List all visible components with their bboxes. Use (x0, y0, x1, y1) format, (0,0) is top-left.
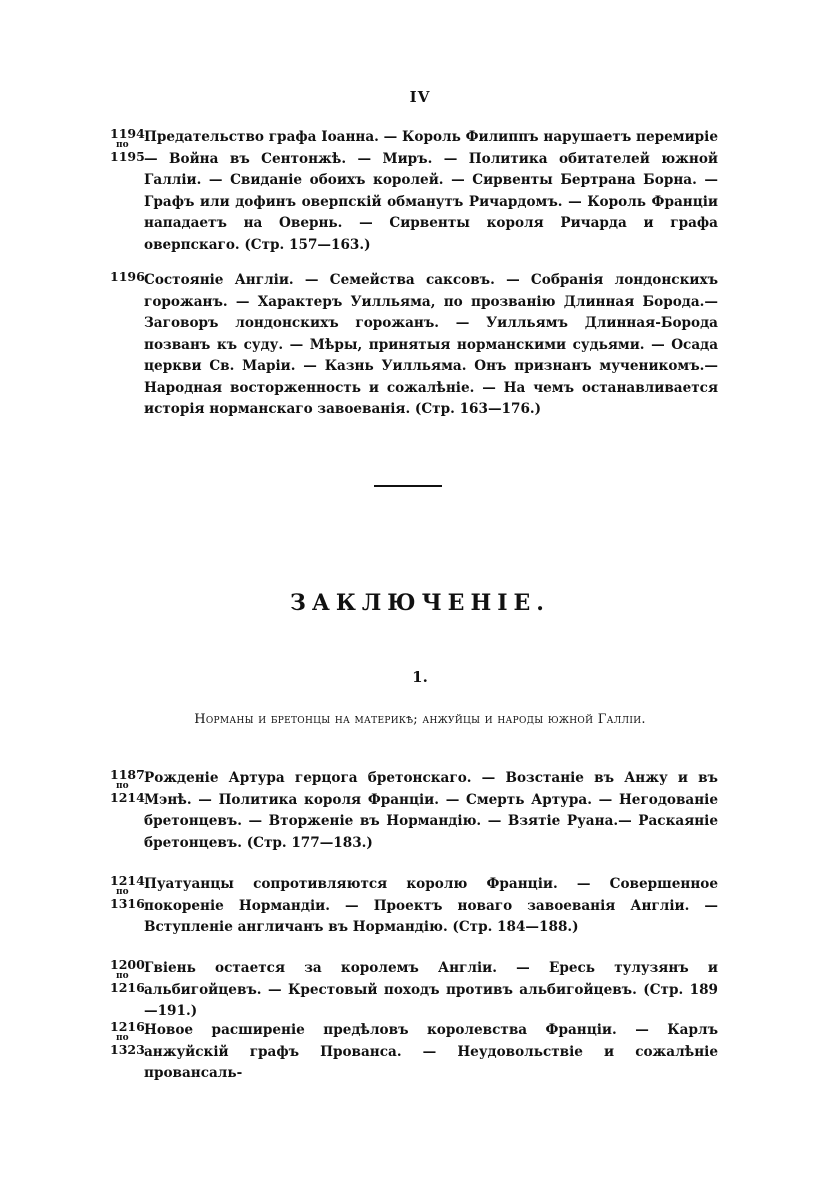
year-range (110, 958, 144, 995)
year-start: 1194 (110, 126, 145, 141)
toc-entry (110, 1020, 718, 1085)
year-start: 1200 (110, 957, 145, 972)
year-start: 1216 (110, 1019, 145, 1034)
year-range (110, 270, 144, 284)
conclusion-title: ЗАКЛЮЧЕНІЕ. (290, 590, 550, 616)
entry-text: Пуатуанцы сопротивляются королю Франціи. — Совершенное покореніе Нормандіи. — Проектъ новаго завоеванія Англіи. — Вступленіе англичанъ въ Нормандію. (Стр. 184—188.) (144, 876, 718, 935)
year-end: 1323 (110, 1042, 145, 1057)
toc-entry (110, 270, 718, 421)
year-range (110, 874, 144, 911)
entry-text: Гвіень остается за королемъ Англіи. — Ересь тулузянъ и альбигойцевъ. — Крестовый походъ противъ альбигойцевъ. (Стр. 189—191.) (144, 960, 718, 1019)
year-range (110, 127, 144, 164)
toc-entry (110, 958, 718, 1023)
entry-text: Предательство графа Іоанна. — Король Филиппъ нарушаетъ перемиріе — Война въ Сентонжѣ. — Миръ. — Политика обитателей южной Галліи. — Свиданіе обоихъ королей. — Сирвенты Бертрана Борна. — Графъ или дофинъ оверпскій обманутъ Ричардомъ. — Король Франціи нападаетъ на Овернь. — Сирвенты короля Ричарда и графа оверпскаго. (Стр. 157—163.) (144, 129, 718, 253)
section-subtitle: Норманы и бретонцы на материкѣ; анжуйцы и народы южной Галліи. (194, 712, 646, 727)
entry-text: Новое расширеніе предѣловъ королевства Франціи. — Карлъ анжуйскій графъ Прованса. — Неудовольствіе и сожалѣніе провансаль- (144, 1022, 718, 1081)
year-separator: по (116, 781, 129, 791)
section-number: 1. (412, 668, 428, 686)
year-start: 1196 (110, 269, 145, 284)
year-separator: по (116, 140, 129, 150)
entry-text: Состояніе Англіи. — Семейства саксовъ. — Собранія лондонскихъ горожанъ. — Характеръ Уилльяма, по прозванію Длинная Борода.— Заговоръ лондонскихъ горожанъ. — Уилльямъ Длинная-Борода позванъ къ суду. — Мѣры, принятыя норманскими судьями. — Осада церкви Св. Маріи. — Казнь Уилльяма. Онъ признанъ мученикомъ.— Народная восторженность и сожалѣніе. — На чемъ останавливается исторія норманскаго завоеванія. (Стр. 163—176.) (144, 272, 718, 417)
toc-entry (110, 874, 718, 939)
year-end: 1316 (110, 896, 145, 911)
page-number: IV (409, 88, 431, 106)
year-range (110, 768, 144, 805)
year-separator: по (116, 971, 129, 981)
year-end: 1214 (110, 790, 145, 805)
year-start: 1214 (110, 873, 145, 888)
year-end: 1216 (110, 980, 145, 995)
toc-entry (110, 127, 718, 256)
section-divider (374, 485, 442, 487)
year-end: 1195 (110, 149, 145, 164)
toc-entry (110, 768, 718, 854)
entry-text: Рожденіе Артура герцога бретонскаго. — Возстаніе въ Анжу и въ Мэнѣ. — Политика короля Франціи. — Смерть Артура. — Негодованіе бретонцевъ. — Вторженіе въ Нормандію. — Взятіе Руана.— Раскаяніе бретонцевъ. (Стр. 177—183.) (144, 770, 718, 851)
year-separator: по (116, 1033, 129, 1043)
year-separator: по (116, 887, 129, 897)
year-start: 1187 (110, 767, 145, 782)
year-range (110, 1020, 144, 1057)
